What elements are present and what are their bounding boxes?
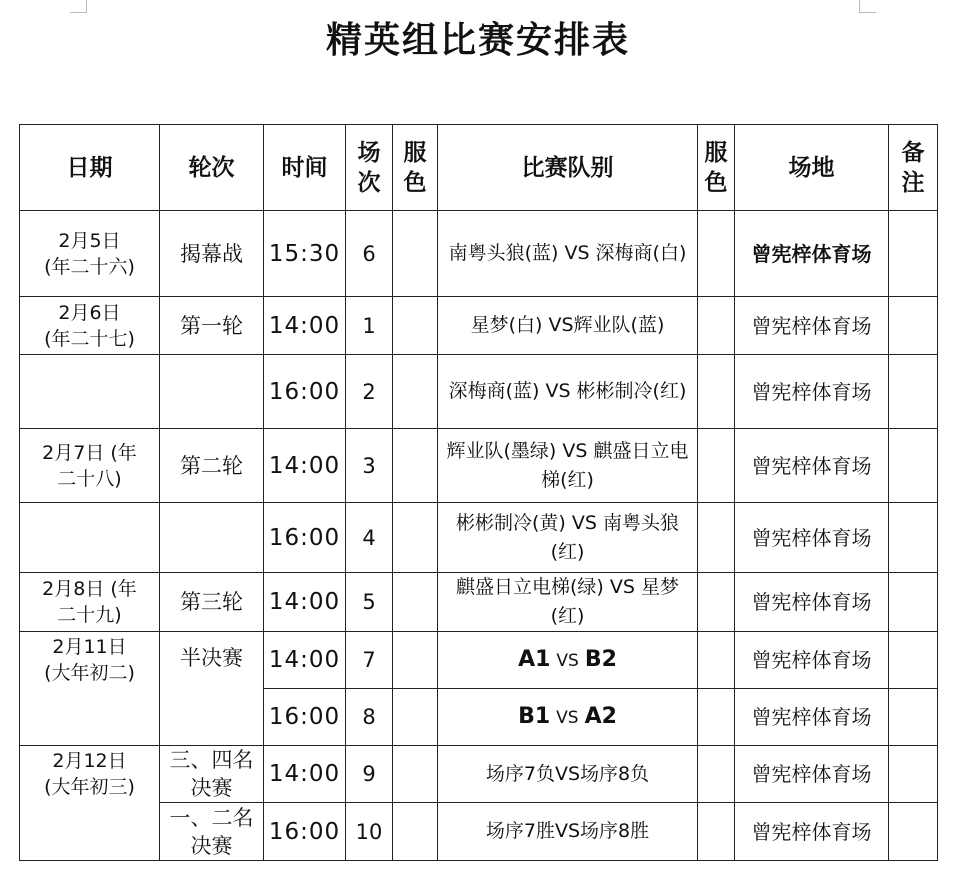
teams-cell: 彬彬制冷(黄) VS 南粤头狼(红) [438,503,698,573]
team-b: A2 [584,704,617,729]
teams-cell [438,689,698,746]
table-row [20,632,938,689]
table-row [20,573,938,632]
venue-cell: 曾宪梓体育场 [735,211,889,297]
kit-color-cell [698,211,735,297]
time-cell: 14:00 [264,429,346,503]
match-number-cell: 2 [346,355,393,429]
team-a: B1 [518,704,551,729]
lunar-date-text: (大年初三) [44,776,135,798]
venue-cell: 曾宪梓体育场 [735,429,889,503]
note-cell [889,632,938,689]
table-row [20,503,938,573]
kit-color-cell [393,503,438,573]
venue-cell: 曾宪梓体育场 [735,689,889,746]
kit-color-cell [698,355,735,429]
kit-color-cell [393,573,438,632]
page-title: 精英组比赛安排表 [325,20,630,61]
date-cell [20,573,160,632]
round-cell: 三、四名决赛 [160,746,264,803]
vs-label: VS [556,651,579,671]
teams-cell: 辉业队(墨绿) VS 麒盛日立电梯(红) [438,429,698,503]
kit-color-cell [698,503,735,573]
table-row [20,355,938,429]
lunar-date-text: 二十九) [57,604,122,626]
kit-color-cell [698,746,735,803]
teams-cell: 南粤头狼(蓝) VS 深梅商(白) [438,211,698,297]
match-number-cell: 7 [346,632,393,689]
match-number-cell: 1 [346,297,393,355]
match-number-cell: 9 [346,746,393,803]
header-note: 备注 [889,125,938,211]
venue-cell: 曾宪梓体育场 [735,803,889,861]
date-text: 2月5日 [58,229,121,252]
note-cell [889,503,938,573]
header-kit-color-2: 服色 [698,125,735,211]
round-cell: 一、二名决赛 [160,803,264,861]
kit-color-cell [698,573,735,632]
date-cell [20,503,160,573]
match-number-cell: 8 [346,689,393,746]
kit-color-cell [698,632,735,689]
time-cell: 14:00 [264,632,346,689]
date-cell [20,297,160,355]
match-number-cell: 6 [346,211,393,297]
team-a: A1 [518,647,551,672]
teams-cell: 场序7胜VS场序8胜 [438,803,698,861]
kit-color-cell [393,746,438,803]
date-cell [20,632,160,746]
header-row [20,125,938,211]
table-row [20,211,938,297]
kit-color-cell [698,429,735,503]
date-text: 2月11日 [52,636,127,658]
kit-color-cell [698,689,735,746]
table-row [20,297,938,355]
time-cell: 16:00 [264,803,346,861]
venue-cell: 曾宪梓体育场 [735,573,889,632]
note-cell [889,573,938,632]
venue-cell: 曾宪梓体育场 [735,746,889,803]
header-venue: 场地 [735,125,889,211]
date-text: 2月7日 (年 [42,441,137,464]
kit-color-cell [698,297,735,355]
header-round: 轮次 [160,125,264,211]
kit-color-cell [393,632,438,689]
lunar-date-text: (年二十六) [44,255,135,278]
lunar-date-text: 二十八) [57,467,122,490]
match-number-cell: 5 [346,573,393,632]
time-cell: 16:00 [264,503,346,573]
time-cell: 16:00 [264,355,346,429]
kit-color-cell [393,355,438,429]
vs-label: VS [556,708,579,728]
date-text: 2月6日 [58,301,121,324]
table-row [20,746,938,803]
lunar-date-text: (年二十七) [44,327,135,350]
teams-cell: 麒盛日立电梯(绿) VS 星梦(红) [438,573,698,632]
venue-cell: 曾宪梓体育场 [735,355,889,429]
match-number-cell: 10 [346,803,393,861]
teams-cell: 星梦(白) VS辉业队(蓝) [438,297,698,355]
match-number-cell: 4 [346,503,393,573]
kit-color-cell [393,211,438,297]
header-date: 日期 [20,125,160,211]
note-cell [889,297,938,355]
note-cell [889,211,938,297]
round-cell: 第一轮 [160,297,264,355]
date-text: 2月12日 [52,750,127,772]
time-cell: 14:00 [264,746,346,803]
teams-cell [438,632,698,689]
kit-color-cell [698,803,735,861]
time-cell: 15:30 [264,211,346,297]
header-match: 场次 [346,125,393,211]
note-cell [889,746,938,803]
note-cell [889,803,938,861]
kit-color-cell [393,429,438,503]
time-cell: 14:00 [264,297,346,355]
match-number-cell: 3 [346,429,393,503]
round-cell: 揭幕战 [160,211,264,297]
table-row [20,429,938,503]
date-cell [20,211,160,297]
date-text: 2月8日 (年 [42,578,137,600]
note-cell [889,689,938,746]
date-cell [20,355,160,429]
round-cell [160,355,264,429]
date-cell [20,429,160,503]
team-b: B2 [584,647,617,672]
date-cell [20,746,160,861]
header-kit-color-1: 服色 [393,125,438,211]
round-cell: 第二轮 [160,429,264,503]
schedule-table [19,124,938,861]
round-cell: 第三轮 [160,573,264,632]
header-teams: 比赛队别 [438,125,698,211]
venue-cell: 曾宪梓体育场 [735,297,889,355]
header-time: 时间 [264,125,346,211]
venue-cell: 曾宪梓体育场 [735,632,889,689]
note-cell [889,355,938,429]
kit-color-cell [393,297,438,355]
kit-color-cell [393,803,438,861]
kit-color-cell [393,689,438,746]
venue-cell: 曾宪梓体育场 [735,503,889,573]
note-cell [889,429,938,503]
lunar-date-text: (大年初二) [44,662,135,684]
time-cell: 16:00 [264,689,346,746]
teams-cell: 场序7负VS场序8负 [438,746,698,803]
teams-cell: 深梅商(蓝) VS 彬彬制冷(红) [438,355,698,429]
time-cell: 14:00 [264,573,346,632]
round-cell [160,503,264,573]
round-cell: 半决赛 [160,632,264,746]
